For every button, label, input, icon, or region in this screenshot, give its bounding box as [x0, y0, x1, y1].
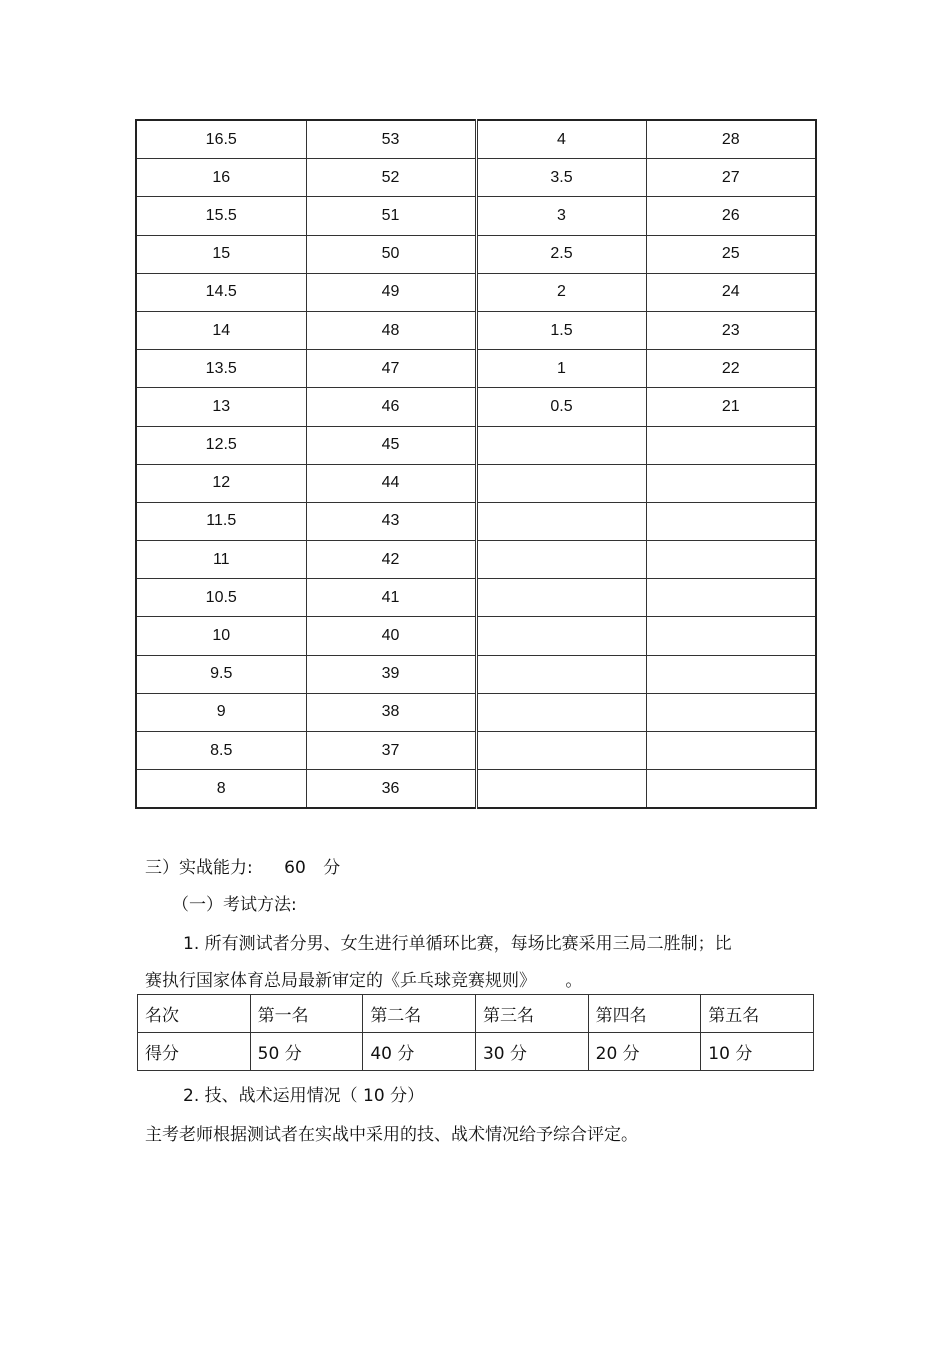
table-cell: 43 [306, 502, 476, 540]
table-cell: 40 [306, 617, 476, 655]
rank-score-table [137, 994, 814, 1071]
table-cell: 1 [476, 350, 646, 388]
table-cell: 16.5 [136, 120, 306, 159]
table-cell: 10.5 [136, 579, 306, 617]
table-row [136, 579, 816, 617]
rank-score-cell: 30 分 [475, 1033, 588, 1071]
table-cell: 25 [646, 235, 816, 273]
table-row [136, 655, 816, 693]
table-cell: 41 [306, 579, 476, 617]
table-cell: 47 [306, 350, 476, 388]
table-cell [476, 693, 646, 731]
section3-unit: 分 [323, 858, 341, 878]
table-cell: 4 [476, 120, 646, 159]
table-cell [476, 579, 646, 617]
table-cell: 37 [306, 732, 476, 770]
table-cell [646, 426, 816, 464]
table-cell: 36 [306, 770, 476, 809]
table-row [136, 120, 816, 159]
table-row [136, 159, 816, 197]
table-row [136, 426, 816, 464]
table-row [136, 235, 816, 273]
table-cell: 51 [306, 197, 476, 235]
table-cell: 26 [646, 197, 816, 235]
table-cell: 48 [306, 311, 476, 349]
table-row [136, 617, 816, 655]
table-row [136, 350, 816, 388]
section3-heading [145, 853, 340, 878]
table-cell [476, 541, 646, 579]
table-cell: 46 [306, 388, 476, 426]
rank-header-row [138, 995, 814, 1033]
table-cell: 38 [306, 693, 476, 731]
table-cell: 2.5 [476, 235, 646, 273]
table-cell [476, 770, 646, 809]
table-cell [646, 541, 816, 579]
rank-header-cell: 名次 [138, 995, 251, 1033]
table-row [136, 502, 816, 540]
table-row [136, 732, 816, 770]
table-cell [646, 732, 816, 770]
item1-line2 [145, 966, 582, 991]
rank-score-cell: 20 分 [588, 1033, 701, 1071]
table-cell: 23 [646, 311, 816, 349]
table-cell [476, 617, 646, 655]
table-cell: 21 [646, 388, 816, 426]
item2-heading: 2. 技、战术运用情况（ 10 分） [183, 1086, 425, 1106]
table-cell: 9 [136, 693, 306, 731]
table-cell [476, 426, 646, 464]
table-cell: 44 [306, 464, 476, 502]
table-cell [476, 655, 646, 693]
rank-score-cell: 10 分 [701, 1033, 814, 1071]
rank-header-cell: 第三名 [475, 995, 588, 1033]
table-cell: 22 [646, 350, 816, 388]
table-cell: 52 [306, 159, 476, 197]
table-cell: 11.5 [136, 502, 306, 540]
table-cell: 49 [306, 273, 476, 311]
table-cell [476, 502, 646, 540]
table-cell: 14.5 [136, 273, 306, 311]
table-row [136, 770, 816, 809]
rank-header-cell: 第四名 [588, 995, 701, 1033]
table-cell: 3.5 [476, 159, 646, 197]
table-cell: 10 [136, 617, 306, 655]
table-cell: 0.5 [476, 388, 646, 426]
table-cell: 12.5 [136, 426, 306, 464]
table-cell [646, 770, 816, 809]
table-row [136, 541, 816, 579]
table-cell [646, 502, 816, 540]
table-cell: 27 [646, 159, 816, 197]
rank-score-cell: 50 分 [250, 1033, 363, 1071]
table-cell: 24 [646, 273, 816, 311]
table-cell: 15.5 [136, 197, 306, 235]
table-row [136, 311, 816, 349]
section3-points: 60 [284, 858, 306, 878]
table-cell: 8.5 [136, 732, 306, 770]
table-cell: 13 [136, 388, 306, 426]
item1-period: 。 [565, 971, 583, 991]
table-row [136, 197, 816, 235]
table-cell: 1.5 [476, 311, 646, 349]
item1-line2-text: 赛执行国家体育总局最新审定的《乒乓球竞赛规则》 [145, 971, 536, 991]
rank-score-row [138, 1033, 814, 1071]
section3-title: 三）实战能力: [145, 858, 253, 878]
table-cell [646, 655, 816, 693]
table-cell: 15 [136, 235, 306, 273]
table-cell: 12 [136, 464, 306, 502]
item1-line1: 1. 所有测试者分男、女生进行单循环比赛，每场比赛采用三局二胜制；比 [183, 934, 732, 954]
score-conversion-table [135, 119, 817, 809]
score-table-body [136, 120, 816, 808]
table-cell: 2 [476, 273, 646, 311]
table-cell: 9.5 [136, 655, 306, 693]
table-cell: 28 [646, 120, 816, 159]
table-cell [646, 464, 816, 502]
table-cell [646, 693, 816, 731]
table-cell: 45 [306, 426, 476, 464]
table-cell: 3 [476, 197, 646, 235]
table-cell: 39 [306, 655, 476, 693]
table-cell [646, 617, 816, 655]
table-cell: 42 [306, 541, 476, 579]
table-cell: 50 [306, 235, 476, 273]
table-cell: 16 [136, 159, 306, 197]
rank-score-cell: 40 分 [363, 1033, 476, 1071]
table-cell: 13.5 [136, 350, 306, 388]
table-cell: 53 [306, 120, 476, 159]
table-cell: 14 [136, 311, 306, 349]
closing-note: 主考老师根据测试者在实战中采用的技、战术情况给予综合评定。 [145, 1125, 638, 1145]
table-cell [646, 579, 816, 617]
table-cell [476, 464, 646, 502]
rank-score-cell: 得分 [138, 1033, 251, 1071]
table-cell: 11 [136, 541, 306, 579]
rank-header-cell: 第二名 [363, 995, 476, 1033]
table-row [136, 273, 816, 311]
table-row [136, 693, 816, 731]
exam-method-heading: （一）考试方法: [172, 895, 297, 915]
table-cell [476, 732, 646, 770]
rank-header-cell: 第一名 [250, 995, 363, 1033]
table-row [136, 464, 816, 502]
table-row [136, 388, 816, 426]
table-cell: 8 [136, 770, 306, 809]
rank-header-cell: 第五名 [701, 995, 814, 1033]
